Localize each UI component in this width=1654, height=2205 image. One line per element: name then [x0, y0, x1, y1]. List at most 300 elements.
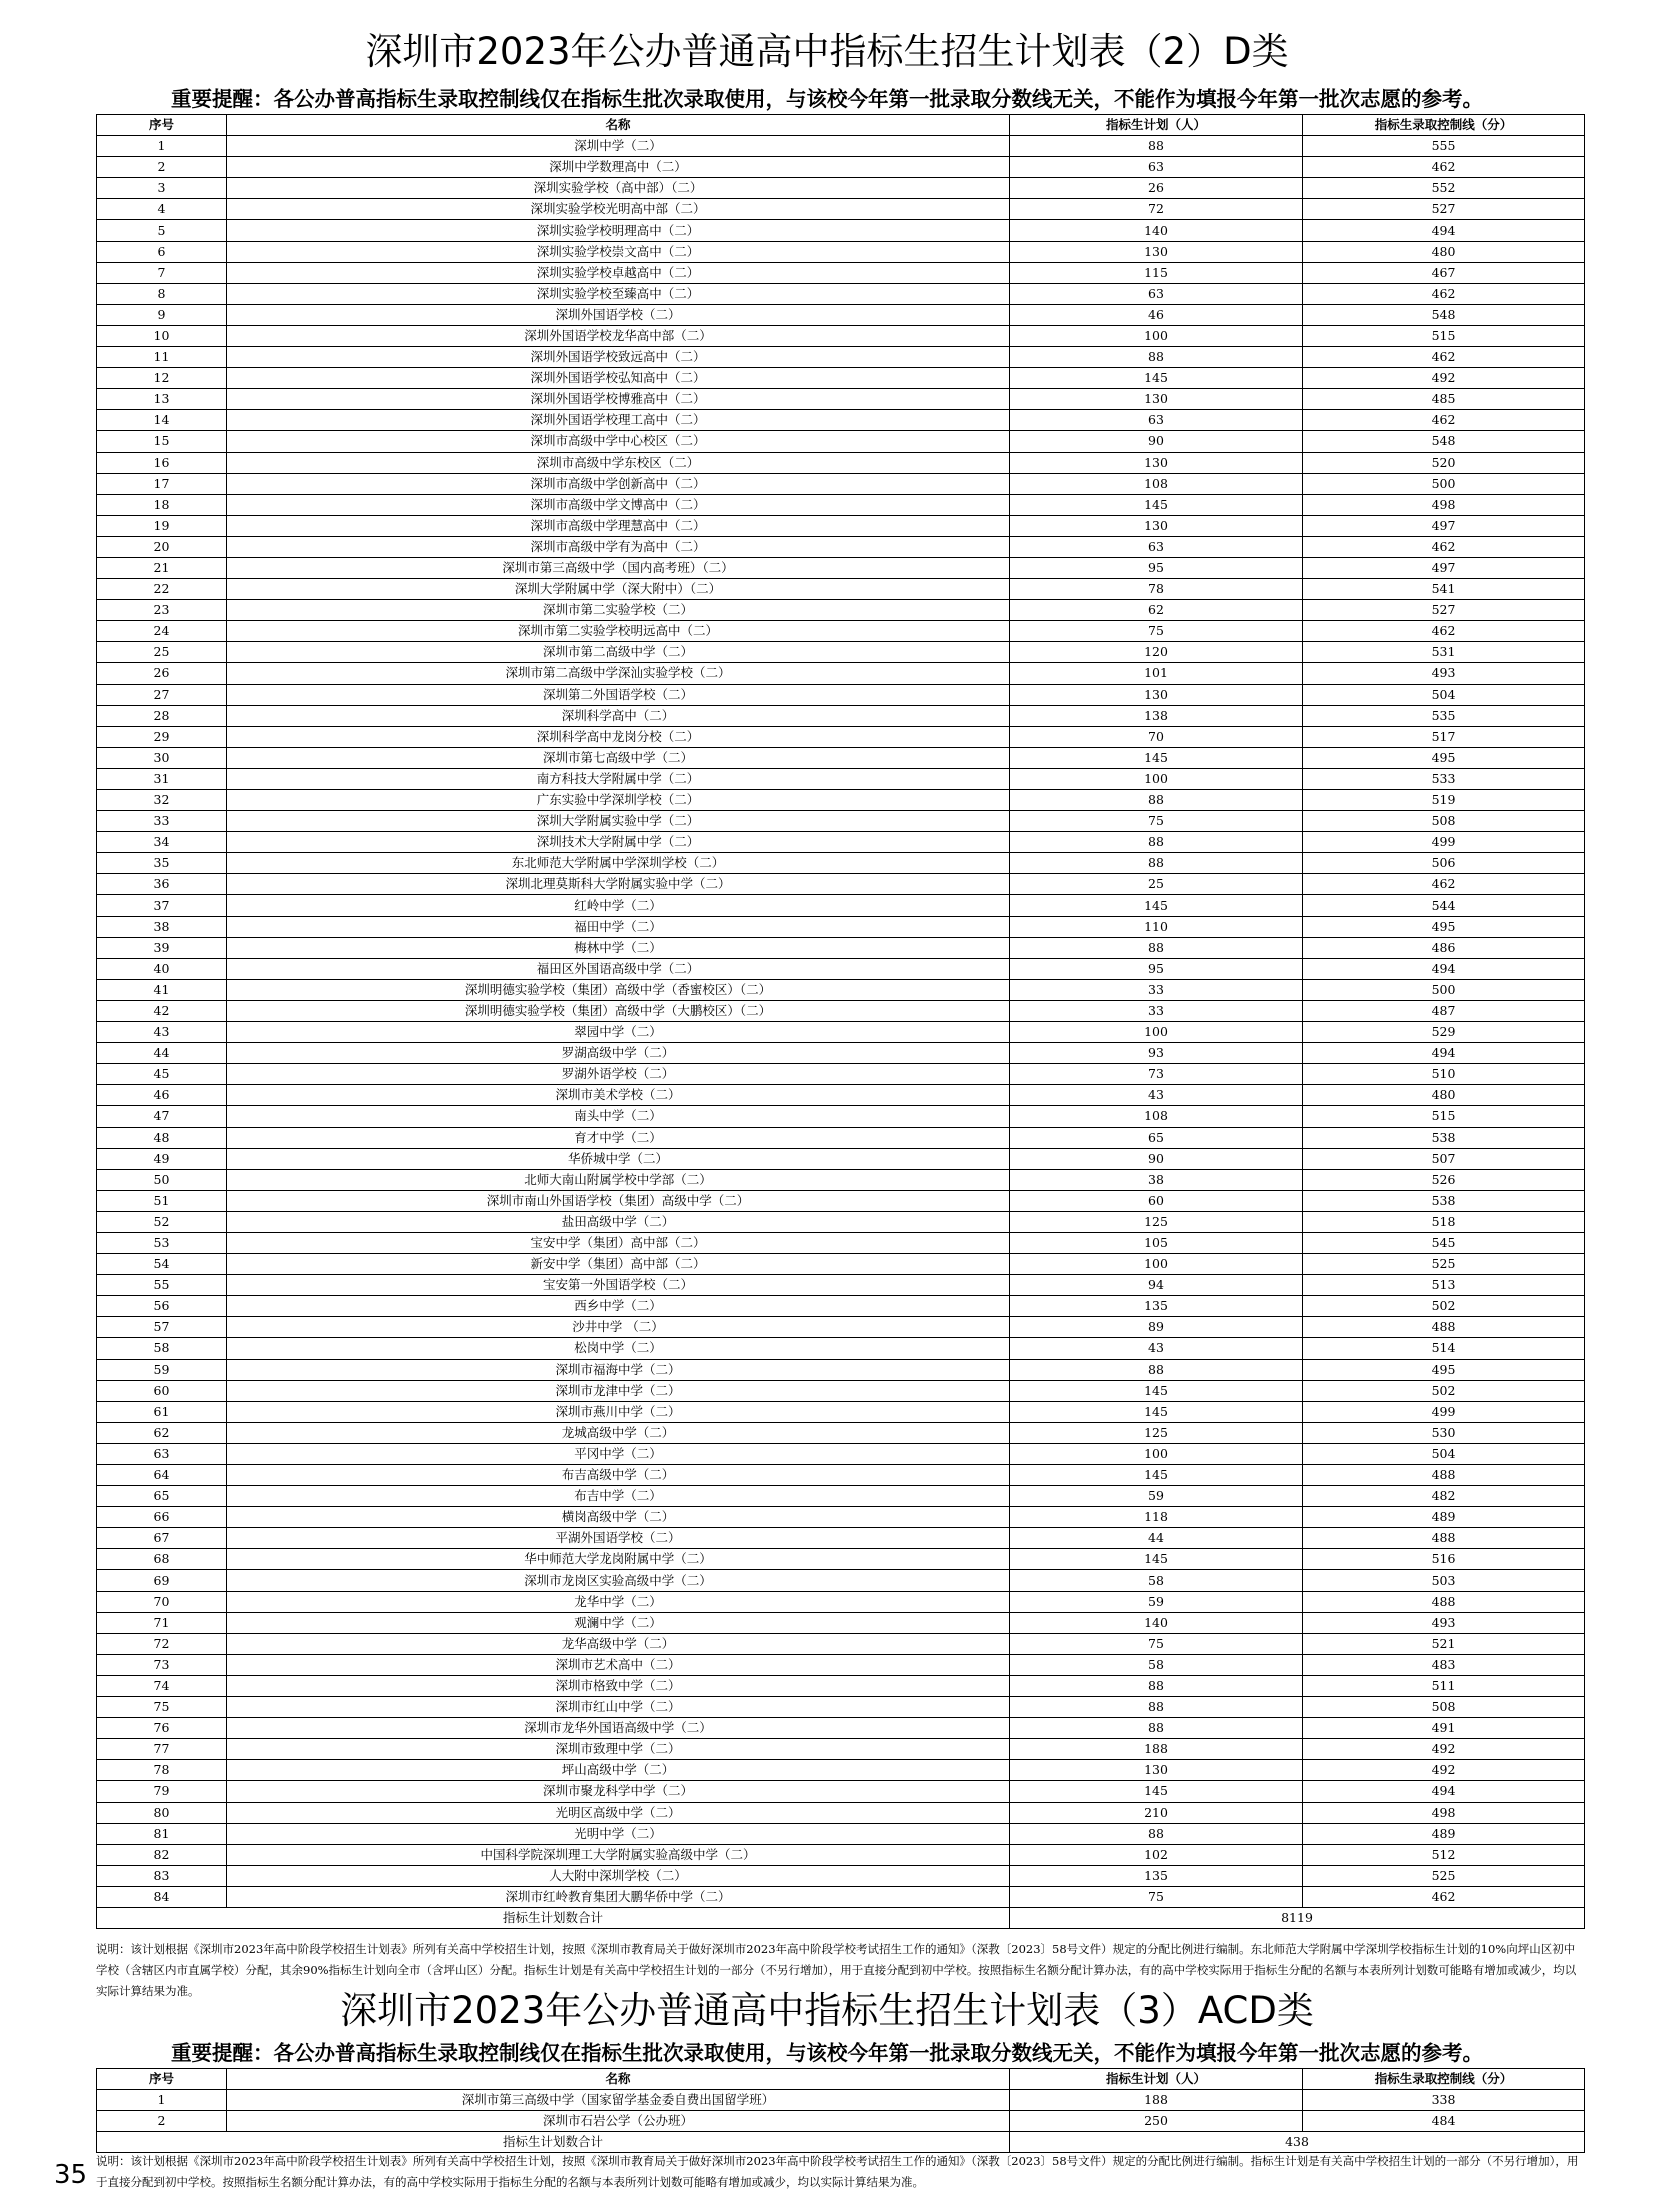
school-name: 深圳市格致中学（二）	[227, 1675, 1010, 1696]
cutoff-score: 531	[1303, 642, 1585, 663]
cutoff-score: 489	[1303, 1823, 1585, 1844]
table-row	[97, 1380, 1585, 1401]
school-name: 深圳实验学校明理高中（二）	[227, 220, 1010, 241]
table-row	[97, 642, 1585, 663]
table-row	[97, 937, 1585, 958]
plan-count: 102	[1010, 1844, 1303, 1865]
row-index: 69	[97, 1570, 227, 1591]
row-index: 75	[97, 1697, 227, 1718]
school-name: 深圳中学（二）	[227, 136, 1010, 157]
school-name: 深圳市艺术高中（二）	[227, 1654, 1010, 1675]
table-row	[97, 1823, 1585, 1844]
row-index: 8	[97, 283, 227, 304]
table-row	[97, 1865, 1585, 1886]
row-index: 52	[97, 1211, 227, 1232]
table-row	[97, 1591, 1585, 1612]
plan-count: 125	[1010, 1422, 1303, 1443]
table-row	[97, 1169, 1585, 1190]
cutoff-score: 488	[1303, 1317, 1585, 1338]
table-row	[97, 347, 1585, 368]
plan-count: 33	[1010, 979, 1303, 1000]
plan-count: 88	[1010, 347, 1303, 368]
school-name: 盐田高级中学（二）	[227, 1211, 1010, 1232]
row-index: 36	[97, 874, 227, 895]
plan-count: 70	[1010, 726, 1303, 747]
school-name: 罗湖外语学校（二）	[227, 1064, 1010, 1085]
school-name: 深圳市高级中学理慧高中（二）	[227, 515, 1010, 536]
school-name: 布吉高级中学（二）	[227, 1465, 1010, 1486]
table-row	[97, 157, 1585, 178]
plan-count: 43	[1010, 1338, 1303, 1359]
plan-count: 130	[1010, 1760, 1303, 1781]
table3-title: 深圳市2023年公办普通高中指标生招生计划表（3）ACD类	[340, 1989, 1314, 2032]
school-name: 龙华高级中学（二）	[227, 1633, 1010, 1654]
school-name: 宝安第一外国语学校（二）	[227, 1275, 1010, 1296]
cutoff-score: 555	[1303, 136, 1585, 157]
plan-count: 130	[1010, 389, 1303, 410]
plan-count: 90	[1010, 1148, 1303, 1169]
row-index: 45	[97, 1064, 227, 1085]
row-index: 28	[97, 705, 227, 726]
plan-count: 88	[1010, 1359, 1303, 1380]
cutoff-score: 462	[1303, 347, 1585, 368]
row-index: 34	[97, 832, 227, 853]
total-value: 438	[1010, 2132, 1585, 2153]
plan-count: 88	[1010, 853, 1303, 874]
cutoff-score: 516	[1303, 1549, 1585, 1570]
table-row	[97, 1739, 1585, 1760]
table-row	[97, 579, 1585, 600]
school-name: 福田区外国语高级中学（二）	[227, 958, 1010, 979]
plan-count: 60	[1010, 1190, 1303, 1211]
cutoff-score: 499	[1303, 1401, 1585, 1422]
cutoff-score: 500	[1303, 473, 1585, 494]
cutoff-score: 493	[1303, 1612, 1585, 1633]
table-row	[97, 325, 1585, 346]
school-name: 罗湖高级中学（二）	[227, 1043, 1010, 1064]
cutoff-score: 517	[1303, 726, 1585, 747]
table-row	[97, 1675, 1585, 1696]
school-name: 深圳市第二高级中学（二）	[227, 642, 1010, 663]
row-index: 71	[97, 1612, 227, 1633]
school-name: 深圳北理莫斯科大学附属实验中学（二）	[227, 874, 1010, 895]
row-index: 56	[97, 1296, 227, 1317]
plan-count: 188	[1010, 2090, 1303, 2111]
school-name: 深圳市高级中学东校区（二）	[227, 452, 1010, 473]
plan-count: 145	[1010, 895, 1303, 916]
plan-count: 130	[1010, 241, 1303, 262]
row-index: 14	[97, 410, 227, 431]
cutoff-score: 512	[1303, 1844, 1585, 1865]
cutoff-score: 462	[1303, 874, 1585, 895]
cutoff-score: 480	[1303, 241, 1585, 262]
school-name: 深圳市高级中学中心校区（二）	[227, 431, 1010, 452]
row-index: 50	[97, 1169, 227, 1190]
school-name: 西乡中学（二）	[227, 1296, 1010, 1317]
table-row	[97, 979, 1585, 1000]
school-name: 梅林中学（二）	[227, 937, 1010, 958]
cutoff-score: 338	[1303, 2090, 1585, 2111]
school-name: 深圳科学高中（二）	[227, 705, 1010, 726]
table-row	[97, 1528, 1585, 1549]
cutoff-score: 462	[1303, 410, 1585, 431]
school-name: 深圳实验学校（高中部）（二）	[227, 178, 1010, 199]
cutoff-score: 538	[1303, 1127, 1585, 1148]
table-row	[97, 1338, 1585, 1359]
cutoff-score: 504	[1303, 684, 1585, 705]
cutoff-score: 511	[1303, 1675, 1585, 1696]
table-row	[97, 2090, 1585, 2111]
table-row	[97, 1359, 1585, 1380]
table-row	[97, 1422, 1585, 1443]
row-index: 72	[97, 1633, 227, 1654]
row-index: 62	[97, 1422, 227, 1443]
table-row	[97, 1486, 1585, 1507]
school-name: 深圳外国语学校理工高中（二）	[227, 410, 1010, 431]
school-name: 深圳市龙津中学（二）	[227, 1380, 1010, 1401]
plan-count: 78	[1010, 579, 1303, 600]
table-row	[97, 283, 1585, 304]
table2-title: 深圳市2023年公办普通高中指标生招生计划表（2）D类	[365, 30, 1289, 73]
cutoff-score: 514	[1303, 1338, 1585, 1359]
school-name: 东北师范大学附属中学深圳学校（二）	[227, 853, 1010, 874]
table-row	[97, 1844, 1585, 1865]
row-index: 76	[97, 1718, 227, 1739]
cutoff-score: 515	[1303, 325, 1585, 346]
cutoff-score: 507	[1303, 1148, 1585, 1169]
table-row	[97, 958, 1585, 979]
cutoff-score: 495	[1303, 916, 1585, 937]
cutoff-score: 494	[1303, 1781, 1585, 1802]
cutoff-score: 533	[1303, 768, 1585, 789]
plan-count: 210	[1010, 1802, 1303, 1823]
cutoff-score: 492	[1303, 1760, 1585, 1781]
row-index: 74	[97, 1675, 227, 1696]
school-name: 红岭中学（二）	[227, 895, 1010, 916]
table-row	[97, 811, 1585, 832]
row-index: 66	[97, 1507, 227, 1528]
row-index: 80	[97, 1802, 227, 1823]
plan-count: 140	[1010, 220, 1303, 241]
row-index: 77	[97, 1739, 227, 1760]
school-name: 深圳市第三高级中学（国内高考班）（二）	[227, 557, 1010, 578]
school-name: 南方科技大学附属中学（二）	[227, 768, 1010, 789]
table-row	[97, 1654, 1585, 1675]
cutoff-score: 508	[1303, 811, 1585, 832]
school-name: 深圳外国语学校致远高中（二）	[227, 347, 1010, 368]
plan-count: 145	[1010, 368, 1303, 389]
cutoff-score: 502	[1303, 1296, 1585, 1317]
col-header-plan: 指标生计划（人）	[1010, 2069, 1303, 2090]
col-header-name: 名称	[227, 2069, 1010, 2090]
plan-count: 135	[1010, 1865, 1303, 1886]
school-name: 中国科学院深圳理工大学附属实验高级中学（二）	[227, 1844, 1010, 1865]
cutoff-score: 491	[1303, 1718, 1585, 1739]
row-index: 49	[97, 1148, 227, 1169]
table-row	[97, 1401, 1585, 1422]
plan-count: 138	[1010, 705, 1303, 726]
row-index: 21	[97, 557, 227, 578]
plan-count: 100	[1010, 768, 1303, 789]
plan-count: 100	[1010, 1022, 1303, 1043]
school-name: 深圳市燕川中学（二）	[227, 1401, 1010, 1422]
table-row	[97, 431, 1585, 452]
cutoff-score: 500	[1303, 979, 1585, 1000]
row-index: 22	[97, 579, 227, 600]
school-name: 深圳市福海中学（二）	[227, 1359, 1010, 1380]
school-name: 深圳大学附属实验中学（二）	[227, 811, 1010, 832]
plan-count: 135	[1010, 1296, 1303, 1317]
plan-count: 145	[1010, 494, 1303, 515]
table-row	[97, 262, 1585, 283]
cutoff-score: 494	[1303, 1043, 1585, 1064]
col-header-index: 序号	[97, 2069, 227, 2090]
table-row	[97, 916, 1585, 937]
row-index: 47	[97, 1106, 227, 1127]
table-row	[97, 790, 1585, 811]
cutoff-score: 548	[1303, 304, 1585, 325]
plan-count: 120	[1010, 642, 1303, 663]
plan-count: 115	[1010, 262, 1303, 283]
school-name: 深圳市高级中学有为高中（二）	[227, 536, 1010, 557]
school-name: 坪山高级中学（二）	[227, 1760, 1010, 1781]
plan-count: 65	[1010, 1127, 1303, 1148]
row-index: 68	[97, 1549, 227, 1570]
row-index: 18	[97, 494, 227, 515]
row-index: 10	[97, 325, 227, 346]
school-name: 平湖外国语学校（二）	[227, 1528, 1010, 1549]
cutoff-score: 530	[1303, 1422, 1585, 1443]
row-index: 4	[97, 199, 227, 220]
school-name: 光明区高级中学（二）	[227, 1802, 1010, 1823]
cutoff-score: 515	[1303, 1106, 1585, 1127]
plan-count: 130	[1010, 684, 1303, 705]
table-row	[97, 389, 1585, 410]
cutoff-score: 506	[1303, 853, 1585, 874]
row-index: 1	[97, 136, 227, 157]
plan-count: 100	[1010, 1254, 1303, 1275]
plan-count: 110	[1010, 916, 1303, 937]
table-row	[97, 368, 1585, 389]
school-name: 光明中学（二）	[227, 1823, 1010, 1844]
school-name: 深圳科学高中龙岗分校（二）	[227, 726, 1010, 747]
row-index: 55	[97, 1275, 227, 1296]
table-row	[97, 1127, 1585, 1148]
cutoff-score: 483	[1303, 1654, 1585, 1675]
school-name: 深圳外国语学校弘知高中（二）	[227, 368, 1010, 389]
plan-count: 44	[1010, 1528, 1303, 1549]
plan-count: 188	[1010, 1739, 1303, 1760]
school-name: 深圳市高级中学文博高中（二）	[227, 494, 1010, 515]
cutoff-score: 504	[1303, 1443, 1585, 1464]
school-name: 深圳市红岭教育集团大鹏华侨中学（二）	[227, 1886, 1010, 1907]
table-row	[97, 1549, 1585, 1570]
plan-count: 140	[1010, 1612, 1303, 1633]
table-row	[97, 1697, 1585, 1718]
row-index: 37	[97, 895, 227, 916]
school-name: 平冈中学（二）	[227, 1443, 1010, 1464]
plan-count: 100	[1010, 1443, 1303, 1464]
school-name: 深圳市第二实验学校（二）	[227, 600, 1010, 621]
cutoff-score: 462	[1303, 157, 1585, 178]
row-index: 58	[97, 1338, 227, 1359]
school-name: 深圳外国语学校龙华高中部（二）	[227, 325, 1010, 346]
school-name: 深圳市第七高级中学（二）	[227, 747, 1010, 768]
plan-count: 145	[1010, 1549, 1303, 1570]
table-row	[97, 1612, 1585, 1633]
school-name: 深圳大学附属中学（深大附中）（二）	[227, 579, 1010, 600]
col-header-plan: 指标生计划（人）	[1010, 115, 1303, 136]
table-row	[97, 1802, 1585, 1823]
row-index: 1	[97, 2090, 227, 2111]
plan-count: 89	[1010, 1317, 1303, 1338]
plan-count: 43	[1010, 1085, 1303, 1106]
total-value: 8119	[1010, 1907, 1585, 1928]
plan-count: 145	[1010, 1401, 1303, 1422]
plan-count: 145	[1010, 1465, 1303, 1486]
row-index: 30	[97, 747, 227, 768]
table-row	[97, 1211, 1585, 1232]
table-row	[97, 663, 1585, 684]
plan-count: 88	[1010, 1675, 1303, 1696]
cutoff-score: 482	[1303, 1486, 1585, 1507]
plan-count: 63	[1010, 157, 1303, 178]
table-row	[97, 1296, 1585, 1317]
row-index: 39	[97, 937, 227, 958]
plan-count: 118	[1010, 1507, 1303, 1528]
cutoff-score: 529	[1303, 1022, 1585, 1043]
row-index: 54	[97, 1254, 227, 1275]
table-row	[97, 1443, 1585, 1464]
plan-count: 100	[1010, 325, 1303, 346]
total-label: 指标生计划数合计	[97, 2132, 1010, 2153]
cutoff-score: 486	[1303, 937, 1585, 958]
school-name: 深圳市第二高级中学深汕实验学校（二）	[227, 663, 1010, 684]
row-index: 57	[97, 1317, 227, 1338]
cutoff-score: 485	[1303, 389, 1585, 410]
table-row	[97, 684, 1585, 705]
table-row	[97, 1106, 1585, 1127]
school-name: 新安中学（集团）高中部（二）	[227, 1254, 1010, 1275]
table2-total-row	[97, 1907, 1585, 1928]
cutoff-score: 462	[1303, 283, 1585, 304]
school-name: 深圳市致理中学（二）	[227, 1739, 1010, 1760]
row-index: 16	[97, 452, 227, 473]
table-row	[97, 1232, 1585, 1253]
row-index: 17	[97, 473, 227, 494]
plan-count: 63	[1010, 410, 1303, 431]
cutoff-score: 497	[1303, 515, 1585, 536]
table-row	[97, 1064, 1585, 1085]
row-index: 51	[97, 1190, 227, 1211]
school-name: 沙井中学 （二）	[227, 1317, 1010, 1338]
school-name: 深圳市高级中学创新高中（二）	[227, 473, 1010, 494]
row-index: 64	[97, 1465, 227, 1486]
cutoff-score: 494	[1303, 220, 1585, 241]
row-index: 65	[97, 1486, 227, 1507]
row-index: 46	[97, 1085, 227, 1106]
table2	[96, 114, 1585, 1929]
cutoff-score: 495	[1303, 747, 1585, 768]
school-name: 翠园中学（二）	[227, 1022, 1010, 1043]
school-name: 深圳中学数理高中（二）	[227, 157, 1010, 178]
school-name: 宝安中学（集团）高中部（二）	[227, 1232, 1010, 1253]
cutoff-score: 488	[1303, 1591, 1585, 1612]
school-name: 深圳外国语学校博雅高中（二）	[227, 389, 1010, 410]
plan-count: 58	[1010, 1654, 1303, 1675]
plan-count: 105	[1010, 1232, 1303, 1253]
plan-count: 59	[1010, 1486, 1303, 1507]
school-name: 深圳市南山外国语学校（集团）高级中学（二）	[227, 1190, 1010, 1211]
row-index: 19	[97, 515, 227, 536]
cutoff-score: 520	[1303, 452, 1585, 473]
plan-count: 75	[1010, 811, 1303, 832]
table-row	[97, 1000, 1585, 1021]
cutoff-score: 545	[1303, 1232, 1585, 1253]
row-index: 31	[97, 768, 227, 789]
cutoff-score: 510	[1303, 1064, 1585, 1085]
row-index: 67	[97, 1528, 227, 1549]
table-row	[97, 1085, 1585, 1106]
plan-count: 94	[1010, 1275, 1303, 1296]
table-row	[97, 621, 1585, 642]
col-header-cutoff: 指标生录取控制线（分）	[1303, 2069, 1585, 2090]
row-index: 12	[97, 368, 227, 389]
cutoff-score: 548	[1303, 431, 1585, 452]
cutoff-score: 541	[1303, 579, 1585, 600]
table-row	[97, 178, 1585, 199]
cutoff-score: 538	[1303, 1190, 1585, 1211]
row-index: 61	[97, 1401, 227, 1422]
cutoff-score: 544	[1303, 895, 1585, 916]
cutoff-score: 526	[1303, 1169, 1585, 1190]
school-name: 深圳明德实验学校（集团）高级中学（香蜜校区）（二）	[227, 979, 1010, 1000]
row-index: 43	[97, 1022, 227, 1043]
row-index: 42	[97, 1000, 227, 1021]
table3-header-row	[97, 2069, 1585, 2090]
plan-count: 130	[1010, 452, 1303, 473]
school-name: 深圳技术大学附属中学（二）	[227, 832, 1010, 853]
cutoff-score: 527	[1303, 199, 1585, 220]
table-row	[97, 473, 1585, 494]
table-row	[97, 304, 1585, 325]
row-index: 26	[97, 663, 227, 684]
table-row	[97, 1760, 1585, 1781]
cutoff-score: 488	[1303, 1465, 1585, 1486]
school-name: 深圳市石岩公学（公办班）	[227, 2111, 1010, 2132]
plan-count: 108	[1010, 473, 1303, 494]
row-index: 59	[97, 1359, 227, 1380]
school-name: 布吉中学（二）	[227, 1486, 1010, 1507]
school-name: 育才中学（二）	[227, 1127, 1010, 1148]
school-name: 深圳市红山中学（二）	[227, 1697, 1010, 1718]
cutoff-score: 525	[1303, 1865, 1585, 1886]
school-name: 龙华中学（二）	[227, 1591, 1010, 1612]
plan-count: 101	[1010, 663, 1303, 684]
row-index: 27	[97, 684, 227, 705]
plan-count: 72	[1010, 199, 1303, 220]
table-row	[97, 1043, 1585, 1064]
cutoff-score: 467	[1303, 262, 1585, 283]
school-name: 广东实验中学深圳学校（二）	[227, 790, 1010, 811]
row-index: 48	[97, 1127, 227, 1148]
row-index: 44	[97, 1043, 227, 1064]
cutoff-score: 552	[1303, 178, 1585, 199]
school-name: 深圳第二外国语学校（二）	[227, 684, 1010, 705]
cutoff-score: 492	[1303, 1739, 1585, 1760]
school-name: 深圳市第三高级中学（国家留学基金委自费出国留学班）	[227, 2090, 1010, 2111]
cutoff-score: 521	[1303, 1633, 1585, 1654]
